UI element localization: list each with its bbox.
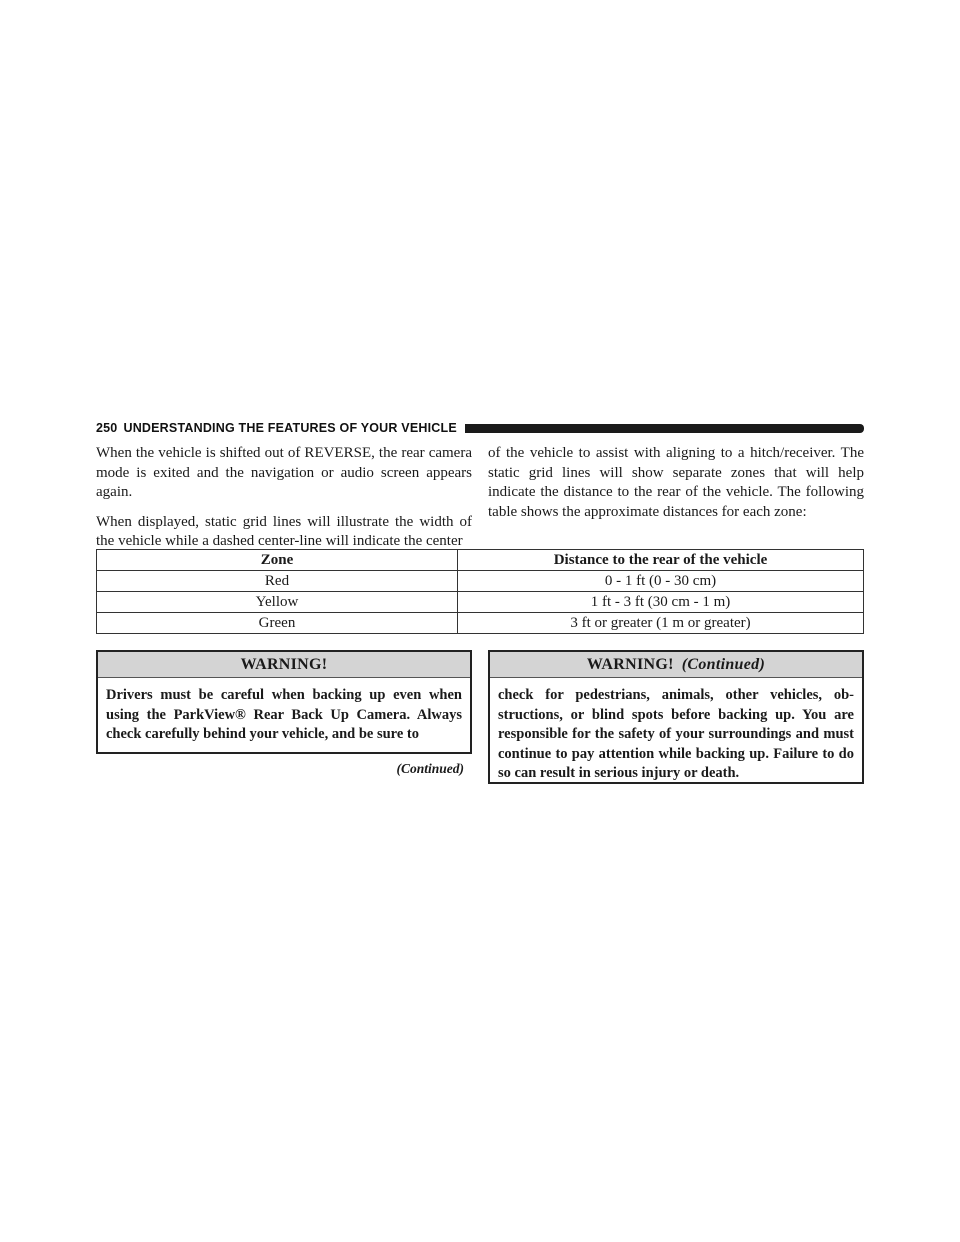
table-cell-distance: 1 ft - 3 ft (30 cm - 1 m)	[458, 592, 864, 613]
zone-distance-table	[96, 549, 864, 634]
warning-text: Drivers must be careful when backing up even when using the ParkView® Rear Back Up Camera. Always check carefully behind your vehicle, and be sure to	[106, 687, 462, 742]
warning-title-continued: (Continued)	[681, 656, 766, 673]
table-cell-distance: 0 - 1 ft (0 - 30 cm)	[458, 571, 864, 592]
page-header	[96, 418, 864, 438]
header-rule	[465, 424, 864, 433]
table-cell-zone: Green	[97, 613, 458, 634]
warning-title	[98, 652, 470, 678]
warning-title	[490, 652, 862, 678]
table-header-zone: Zone	[97, 550, 458, 571]
page-number: 250	[96, 421, 118, 435]
paragraph-zones: of the vehicle to assist with aligning to a hitch/receiver. The static grid lines will show separate zones that will help indicate the distance to the rear of the vehicle. The following table shows the approximate distances for each zone:	[488, 445, 864, 520]
section-title: UNDERSTANDING THE FEATURES OF YOUR VEHICLE	[123, 421, 457, 435]
table-row	[97, 571, 864, 592]
table-cell-zone: Yellow	[97, 592, 458, 613]
warning-title-text: WARNING!	[586, 656, 674, 673]
table-row	[97, 613, 864, 634]
table-header-row	[97, 550, 864, 571]
warning-box	[96, 650, 472, 754]
continued-label: (Continued)	[396, 761, 464, 776]
table-row	[97, 592, 864, 613]
paragraph-reverse-exit: When the vehicle is shifted out of REVERSE, the rear camera mode is exited and the navigation or audio screen appears again.	[96, 445, 472, 500]
warning-box-continued	[488, 650, 864, 784]
table-header-distance: Distance to the rear of the vehicle	[458, 550, 864, 571]
right-column	[488, 444, 864, 522]
paragraph-grid-lines: When displayed, static grid lines will illustrate the width of the vehicle while a dashed center-line will indicate the center	[96, 513, 472, 549]
table-cell-distance: 3 ft or greater (1 m or greater)	[458, 613, 864, 634]
table-cell-zone: Red	[97, 571, 458, 592]
left-column	[96, 444, 472, 552]
warning-text: check for pedestrians, animals, other vehicles, ob-structions, or blind spots before backing up. You are responsible for the safety of your surroundings and must continue to pay attention while backing up. Failure to do so can result in serious injury or death.	[498, 687, 854, 781]
warning-title-text: WARNING!	[240, 656, 328, 673]
